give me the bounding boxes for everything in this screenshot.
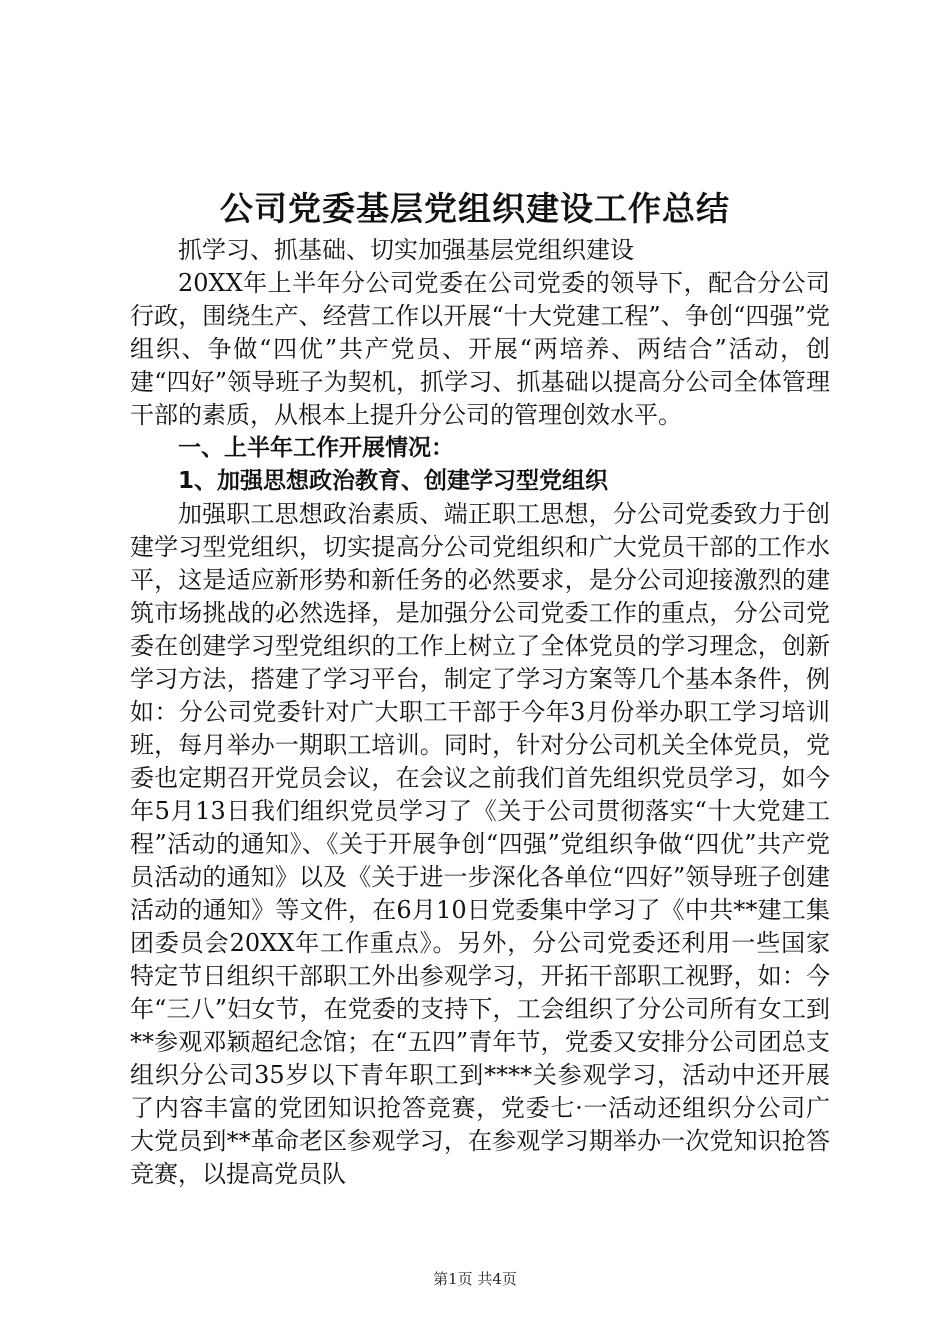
document-body (130, 234, 830, 1191)
body-paragraph: 加强职工思想政治素质、端正职工思想，分公司党委致力于创建学习型党组织，切实提高分公司党组织和广大党员干部的工作水平，这是适应新形势和新任务的必然要求，是分公司迎接激烈的建筑市场挑战的必然选择，是加强分公司党委工作的重点，分公司党委在创建学习型党组织的工作上树立了全体党员的学习理念，创新学习方法，搭建了学习平台，制定了学习方案等几个基本条件，例如：分公司党委针对广大职工干部于今年3月份举办职工学习培训班，每月举办一期职工培训。同时，针对分公司机关全体党员，党委也定期召开党员会议，在会议之前我们首先组织党员学习，如今年5月13日我们组织党员学习了《关于公司贯彻落实“十大党建工程”活动的通知》、《关于开展争创“四强”党组织争做“四优”共产党员活动的通知》以及《关于进一步深化各单位“四好”领导班子创建活动的通知》等文件，在6月10日党委集中学习了《中共**建工集团委员会20XX年工作重点》。另外，分公司党委还利用一些国家特定节日组织干部职工外出参观学习，开拓干部职工视野，如：今年“三八”妇女节，在党委的支持下，工会组织了分公司所有女工到**参观邓颖超纪念馆；在“五四”青年节，党委又安排分公司团总支组织分公司35岁以下青年职工到****关参观学习，活动中还开展了内容丰富的党团知识抢答竞赛，党委七·一活动还组织分公司广大党员到**革命老区参观学习，在参观学习期举办一次党知识抢答竞赛，以提高党员队 (130, 500, 830, 1188)
body-paragraph: 抓学习、抓基础、切实加强基层党组织建设 (178, 236, 634, 264)
section-heading: 一、上半年工作开展情况： (178, 435, 454, 461)
page-number-footer: 第1页 共4页 (433, 1270, 517, 1288)
document-title: 公司党委基层党组织建设工作总结 (220, 189, 730, 228)
body-paragraph: 20XX年上半年分公司党委在公司党委的领导下，配合分公司行政，围绕生产、经营工作以开展“十大党建工程”、争创“四强”党组织、争做“四优”共产党员、开展“两培养、两结合”活动，创建“四好”领导班子为契机，抓学习、抓基础以提高分公司全体管理干部的素质，从根本上提升分公司的管理创效水平。 (130, 269, 830, 429)
subsection-heading: 1、加强思想政治教育、创建学习型党组织 (178, 468, 609, 494)
